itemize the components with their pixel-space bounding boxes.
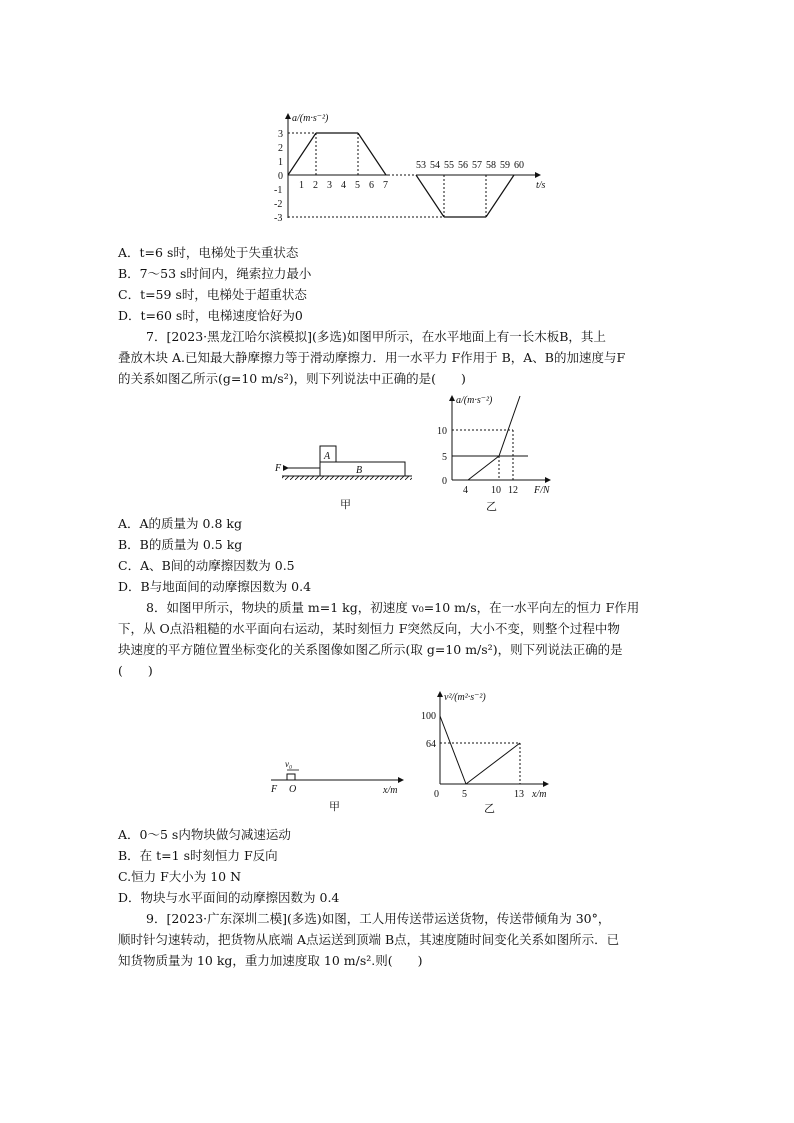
ground-hatch bbox=[282, 476, 412, 480]
x-ticks-left bbox=[299, 180, 388, 191]
xtick-0: 0 bbox=[434, 789, 439, 800]
q8-v2x-graph bbox=[420, 688, 560, 816]
xtick-55: 55 bbox=[444, 160, 454, 171]
y-axis-label: a/(m·s⁻²) bbox=[456, 395, 493, 406]
xtick-59: 59 bbox=[500, 160, 510, 171]
q8-option-b: B．在 t=1 s时刻恒力 F反向 bbox=[118, 848, 278, 863]
xtick-57: 57 bbox=[472, 160, 482, 171]
ytick-100: 100 bbox=[421, 711, 436, 722]
xtick-7: 7 bbox=[383, 180, 388, 191]
fig-caption-yi: 乙 bbox=[486, 501, 497, 513]
series-segment-1-2 bbox=[486, 175, 514, 217]
q7-option-b: B．B的质量为 0.5 kg bbox=[118, 537, 243, 552]
q7-option-a: A．A的质量为 0.8 kg bbox=[118, 516, 242, 531]
decel-line bbox=[440, 716, 466, 784]
ytick-64: 64 bbox=[426, 739, 436, 750]
label-v0: v₀ bbox=[285, 759, 293, 769]
xtick-56: 56 bbox=[458, 160, 468, 171]
ytick-neg3: -3 bbox=[274, 213, 283, 224]
q8-option-a: A．0～5 s内物块做匀减速运动 bbox=[118, 827, 291, 842]
x-axis-label: x/m bbox=[532, 789, 547, 800]
ytick-10: 10 bbox=[437, 426, 447, 437]
xtick-6: 6 bbox=[369, 180, 374, 191]
q9-stem-line-2: 顺时针匀速转动，把货物从底端 A点运送到顶端 B点，其速度随时间变化关系如图所示．已 bbox=[118, 932, 620, 947]
q8-stem-line-1: 8．如图甲所示，物块的质量 m=1 kg，初速度 v₀=10 m/s，在一水平向左的恒力 F作用 bbox=[146, 600, 640, 615]
xtick-5: 5 bbox=[355, 180, 360, 191]
q6-option-d: D．t=60 s时，电梯速度恰好为0 bbox=[118, 308, 303, 323]
label-f: F bbox=[275, 463, 282, 474]
q8-motion-figure bbox=[265, 755, 410, 815]
x-axis-label: F/N bbox=[534, 485, 550, 496]
xtick-10: 10 bbox=[491, 485, 501, 496]
accel-line bbox=[466, 743, 520, 784]
q8-stem-line-3: 块速度的平方随位置坐标变化的关系图像如图乙所示(取 g=10 m/s²)，则下列说法正确的是 bbox=[118, 642, 623, 657]
ytick-3: 3 bbox=[278, 129, 283, 140]
q9-stem-line-1: 9．[2023·广东深圳二模](多选)如图，工人用传送带运送货物，传送带倾角为 30°， bbox=[146, 911, 611, 926]
ytick-5: 5 bbox=[442, 452, 447, 463]
y-ticks bbox=[274, 129, 283, 224]
series-segment-0-0 bbox=[288, 133, 316, 175]
block bbox=[287, 774, 295, 780]
xtick-12: 12 bbox=[508, 485, 518, 496]
line-a-of-f bbox=[468, 456, 499, 480]
q6-option-a: A．t=6 s时，电梯处于失重状态 bbox=[118, 245, 299, 260]
acceleration-time-graph bbox=[270, 108, 550, 226]
y-axis-label: v²/(m²·s⁻²) bbox=[444, 692, 486, 703]
q8-stem-line-4: ( ) bbox=[118, 663, 153, 678]
xtick-4: 4 bbox=[463, 485, 468, 496]
label-b: B bbox=[356, 465, 363, 476]
x-ticks-right bbox=[416, 160, 524, 171]
x-axis-label: t/s bbox=[536, 180, 546, 191]
xtick-4: 4 bbox=[341, 180, 346, 191]
xtick-3: 3 bbox=[327, 180, 332, 191]
q8-stem-line-2: 下，从 O点沿粗糙的水平面向右运动，某时刻恒力 F突然反向，大小不变，则整个过程中物 bbox=[118, 621, 620, 636]
label-o: O bbox=[289, 784, 297, 795]
xtick-1: 1 bbox=[299, 180, 304, 191]
label-a: A bbox=[324, 451, 331, 462]
q9-stem-line-3: 知货物质量为 10 kg，重力加速度取 10 m/s².则( ) bbox=[118, 953, 423, 968]
fig-caption-jia: 甲 bbox=[340, 499, 351, 511]
q8-option-c: C.恒力 F大小为 10 N bbox=[118, 869, 242, 884]
q7-stem-line-3: 的关系如图乙所示(g=10 m/s²)，则下列说法中正确的是( ) bbox=[118, 371, 466, 386]
block-b bbox=[320, 462, 405, 476]
ytick-0: 0 bbox=[278, 171, 283, 182]
q8-option-d: D．物块与水平面间的动摩擦因数为 0.4 bbox=[118, 890, 340, 905]
fig-caption-yi: 乙 bbox=[484, 803, 495, 815]
ytick-2: 2 bbox=[278, 143, 283, 154]
xtick-53: 53 bbox=[416, 160, 426, 171]
q7-option-d: D．B与地面间的动摩擦因数为 0.4 bbox=[118, 579, 312, 594]
fig-caption-jia: 甲 bbox=[329, 801, 340, 813]
ytick-0: 0 bbox=[442, 476, 447, 487]
q7-stem-line-2: 叠放木块 A.已知最大静摩擦力等于滑动摩擦力．用一水平力 F作用于 B，A、B的加速度与F bbox=[118, 350, 626, 365]
xtick-5: 5 bbox=[462, 789, 467, 800]
series-segment-1-0 bbox=[416, 175, 444, 217]
q7-option-c: C．A、B间的动摩擦因数为 0.5 bbox=[118, 558, 295, 573]
ytick-neg1: -1 bbox=[274, 185, 283, 196]
series-segment-0-2 bbox=[358, 133, 386, 175]
q7-af-graph bbox=[430, 392, 560, 514]
xtick-2: 2 bbox=[313, 180, 318, 191]
xtick-58: 58 bbox=[486, 160, 496, 171]
q6-option-c: C．t=59 s时，电梯处于超重状态 bbox=[118, 287, 307, 302]
xtick-60: 60 bbox=[514, 160, 524, 171]
y-axis-label: a/(m·s⁻²) bbox=[292, 113, 329, 124]
xtick-54: 54 bbox=[430, 160, 440, 171]
ytick-neg2: -2 bbox=[274, 199, 283, 210]
q7-blocks-figure bbox=[270, 440, 420, 512]
line-b-of-f bbox=[499, 396, 520, 456]
q7-stem-line-1: 7．[2023·黑龙江哈尔滨模拟](多选)如图甲所示，在水平地面上有一长木板B，其上 bbox=[146, 329, 606, 344]
x-axis-label: x/m bbox=[383, 785, 398, 796]
label-f: F bbox=[271, 784, 278, 795]
ytick-1: 1 bbox=[278, 157, 283, 168]
xtick-13: 13 bbox=[514, 789, 524, 800]
q6-option-b: B．7～53 s时间内，绳索拉力最小 bbox=[118, 266, 312, 281]
